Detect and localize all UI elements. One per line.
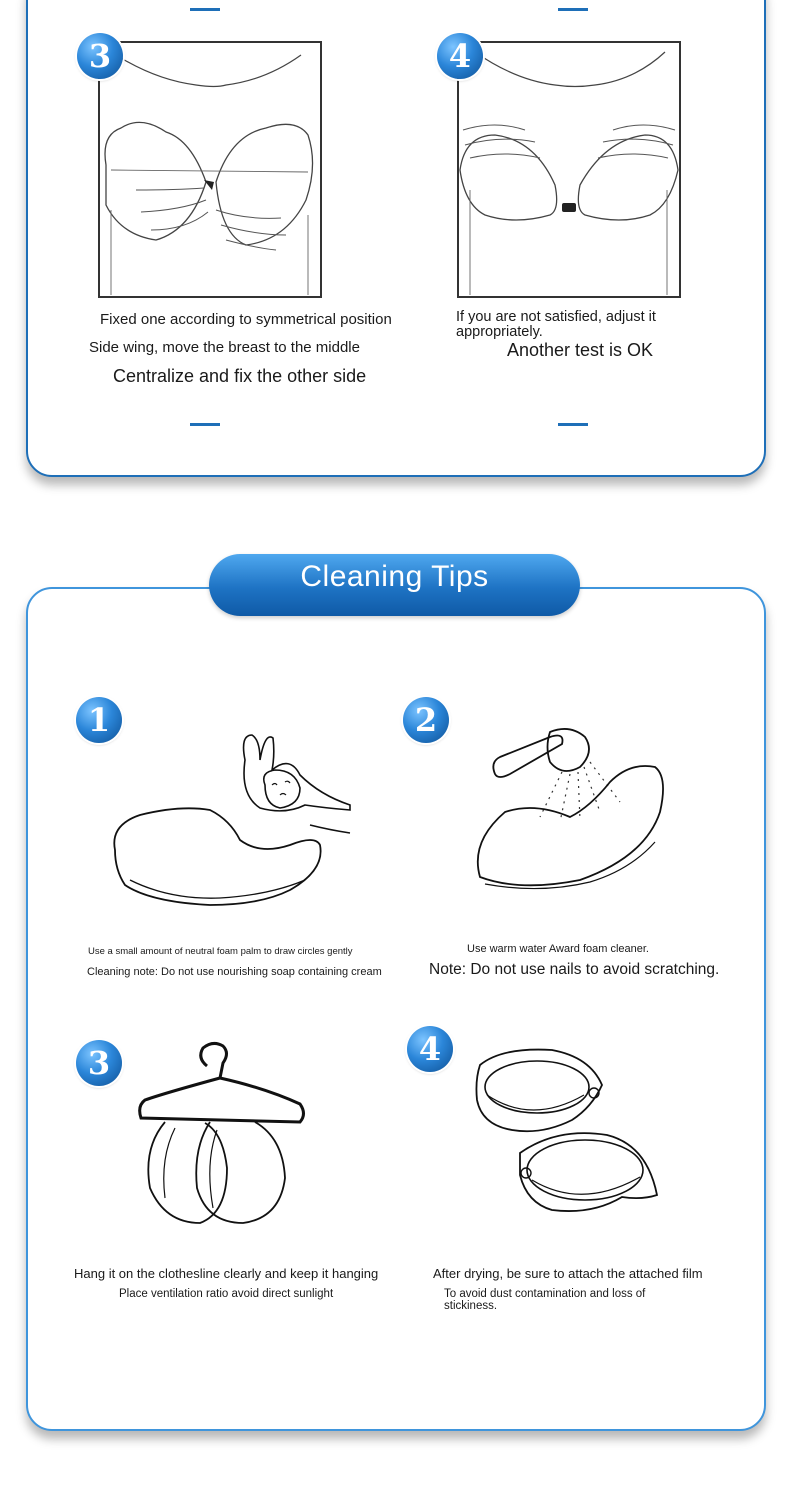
step-3-caption-line-3: Centralize and fix the other side [113,366,367,386]
clean-step-1-caption-line-2: Cleaning note: Do not use nourishing soap containing cream [87,966,382,978]
step-3-illustration [96,40,324,300]
step-4-badge: 4 [437,33,483,79]
clean-step-1-caption-line-1: Use a small amount of neutral foam palm to draw circles gently [88,946,353,957]
clean-step-3-badge: 3 [76,1040,122,1086]
divider-dash [190,8,220,11]
clean-step-4-badge: 4 [407,1026,453,1072]
clean-step-4-caption-line-2: To avoid dust contamination and loss of stickiness. [444,1288,646,1313]
clean-step-2-caption-line-1: Use warm water Award foam cleaner. [467,943,649,955]
step-4-caption-line-2: Another test is OK [507,340,654,360]
step-4-illustration [455,40,683,300]
clean-step-4-caption-line-1: After drying, be sure to attach the attached film [433,1266,703,1281]
clean-step-2-illustration [470,722,670,894]
step-3-caption-line-2: Side wing, move the breast to the middle [89,339,360,356]
clean-step-2-badge: 2 [403,697,449,743]
cleaning-tips-title: Cleaning Tips [209,554,580,616]
divider-dash [190,423,220,426]
step-4-caption-line-1: If you are not satisfied, adjust it appropriately. [456,309,656,341]
step-3-badge: 3 [77,33,123,79]
clean-step-1-illustration [110,730,360,912]
clean-step-3-caption-line-1: Hang it on the clothesline clearly and keep it hanging [74,1266,379,1281]
divider-dash [558,423,588,426]
clean-step-1-badge: 1 [76,697,122,743]
clean-step-4-illustration [472,1045,662,1220]
clean-step-3-illustration [135,1038,310,1228]
clean-step-3-caption-line-2: Place ventilation ratio avoid direct sunlight [119,1288,334,1300]
divider-dash [558,8,588,11]
clean-step-2-caption-line-2: Note: Do not use nails to avoid scratching. [429,961,720,978]
step-3-caption-line-1: Fixed one according to symmetrical position [100,311,392,328]
